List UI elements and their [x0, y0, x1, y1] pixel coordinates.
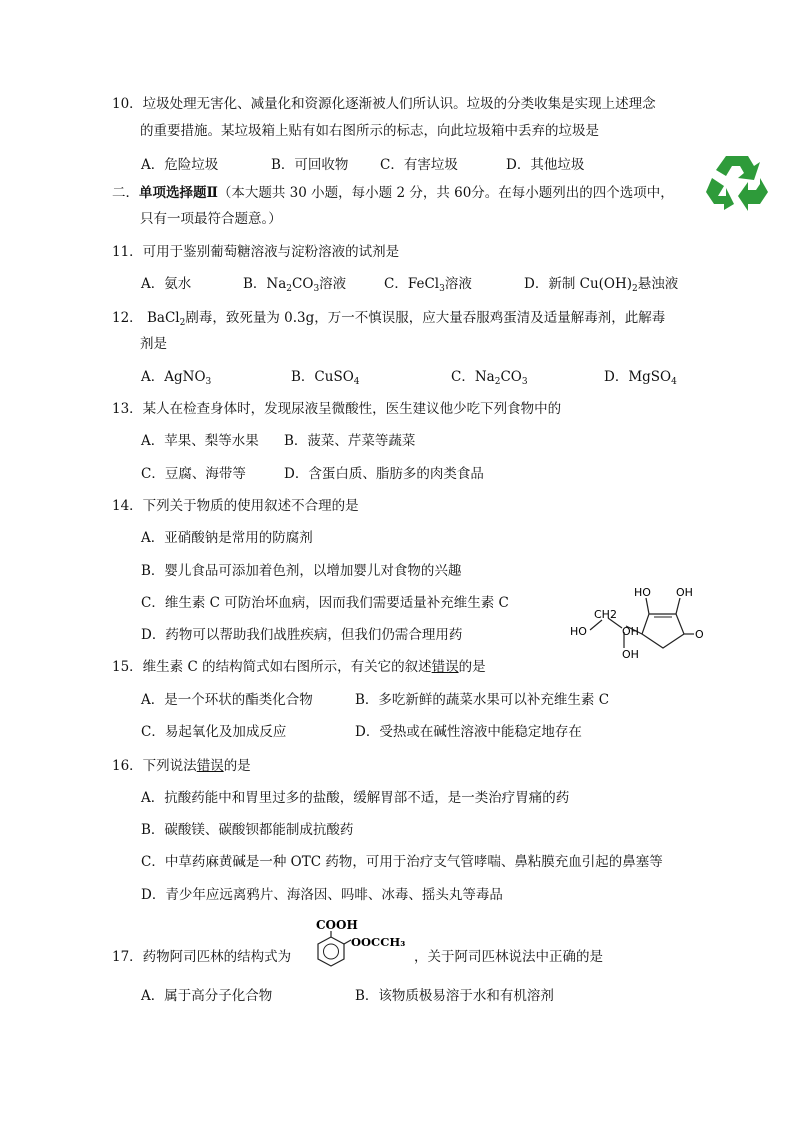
q13-option-d: D．含蛋白质、脂肪多的肉类食品 [284, 466, 484, 482]
q13-stem: 13．某人在检查身体时，发现尿液呈微酸性，医生建议他少吃下列食物中的 [112, 401, 562, 417]
q17-option-b: B．该物质极易溶于水和有机溶剂 [355, 988, 554, 1004]
q14-option-d: D．药物可以帮助我们战胜疾病，但我们仍需合理用药 [141, 627, 463, 643]
q17-option-a: A．属于高分子化合物 [141, 988, 273, 1004]
q10-line1: 10．垃圾处理无害化、减量化和资源化逐渐被人们所认识。垃圾的分类收集是实现上述理念 [112, 96, 656, 112]
q15-option-b: B．多吃新鲜的蔬菜水果可以补充维生素 C [355, 692, 610, 708]
vitc-label-ch2: CH2 [594, 608, 617, 621]
q16-option-b: B．碳酸镁、碳酸钡都能制成抗酸药 [141, 822, 354, 838]
vitc-label-ho-left: HO [570, 625, 587, 638]
q14-option-a: A．亚硝酸钠是常用的防腐剂 [141, 530, 313, 546]
q11-option-a: A．氨水 [141, 276, 192, 292]
q11-option-c: C．FeCl$_3$溶液 [384, 276, 472, 294]
q11-stem: 11．可用于鉴别葡萄糖溶液与淀粉溶液的试剂是 [112, 244, 400, 260]
aspirin-structure [296, 916, 418, 976]
q14-option-c: C．维生素 C 可防治坏血病，因而我们需要适量补充维生素 C [141, 595, 509, 611]
q10-line2: 的重要措施。某垃圾箱上贴有如右图所示的标志，向此垃圾箱中丢弃的垃圾是 [140, 123, 599, 139]
q16-option-a: A．抗酸药能中和胃里过多的盐酸，缓解胃部不适，是一类治疗胃痛的药 [141, 790, 570, 806]
q11-option-b: B．$Na_2CO_3$溶液 [243, 276, 347, 294]
section-2-title: 单项选择题Ⅱ [139, 185, 218, 201]
q16-option-c: C．中草药麻黄碱是一种 OTC 药物，可用于治疗支气管哮喘、鼻粘膜充血引起的鼻塞等 [141, 854, 663, 870]
section-2-line2: 只有一项最符合题意。） [140, 211, 282, 227]
q11-option-d: D．新制 $Cu(OH)_2$悬浊液 [524, 276, 679, 294]
q14-option-b: B．婴儿食品可添加着色剂，以增加婴儿对食物的兴趣 [141, 563, 462, 579]
q17-stem-a: 17．药物阿司匹林的结构式为 [112, 949, 292, 965]
q13-option-b: B．菠菜、芹菜等蔬菜 [284, 433, 416, 449]
q12-line1: 12． BaCl$_2$剧毒，致死量为 0.3g，万一不慎误服，应大量吞服鸡蛋清及适量解毒剂，此解毒 [112, 310, 666, 328]
q12-option-a: A．AgNO$_3$ [141, 369, 212, 387]
q16-stem: 16．下列说法错误的是 [112, 758, 251, 774]
vitc-label-oh-bottom: OH [622, 648, 639, 661]
q15-option-c: C．易起氧化及加成反应 [141, 724, 287, 740]
q14-stem: 14．下列关于物质的使用叙述不合理的是 [112, 498, 359, 514]
q10-option-b: B．可回收物 [271, 157, 349, 173]
q12-option-c: C．$Na_2CO_3$ [451, 369, 528, 387]
section-2-prefix: 二． [112, 185, 139, 201]
vitc-label-o: O [695, 628, 704, 641]
q10-option-d: D．其他垃圾 [506, 157, 585, 173]
recycle-icon [704, 150, 770, 214]
q15-stem: 15．维生素 C 的结构简式如右图所示，有关它的叙述错误的是 [112, 659, 486, 675]
q16-option-d: D．青少年应远离鸦片、海洛因、吗啡、冰毒、摇头丸等毒品 [141, 887, 503, 903]
aspirin-oocch3-label: OOCCH₃ [351, 935, 406, 949]
aspirin-cooh-label: COOH [316, 918, 358, 932]
vitc-label-ho-top: HO [634, 586, 651, 599]
q10-option-c: C．有害垃圾 [380, 157, 458, 173]
q15-option-d: D．受热或在碱性溶液中能稳定地存在 [355, 724, 582, 740]
q17-stem-b: ，关于阿司匹林说法中正确的是 [414, 949, 603, 965]
q10-option-a: A．危险垃圾 [141, 157, 219, 173]
section-2-heading [112, 184, 674, 202]
q12-line2: 剂是 [140, 336, 167, 352]
q13-option-a: A．苹果、梨等水果 [141, 433, 259, 449]
vitc-label-oh-top: OH [676, 586, 693, 599]
section-2-instructions: （本大题共 30 小题，每小题 2 分，共 60分。在每小题列出的四个选项中， [217, 185, 674, 201]
q12-option-d: D．MgSO$_4$ [604, 369, 677, 387]
q15-option-a: A．是一个环状的酯类化合物 [141, 692, 313, 708]
vitamin-c-structure [566, 578, 726, 662]
q13-option-c: C．豆腐、海带等 [141, 466, 246, 482]
q12-option-b: B．CuSO$_4$ [291, 369, 360, 387]
vitc-label-oh-mid: OH [622, 625, 639, 638]
